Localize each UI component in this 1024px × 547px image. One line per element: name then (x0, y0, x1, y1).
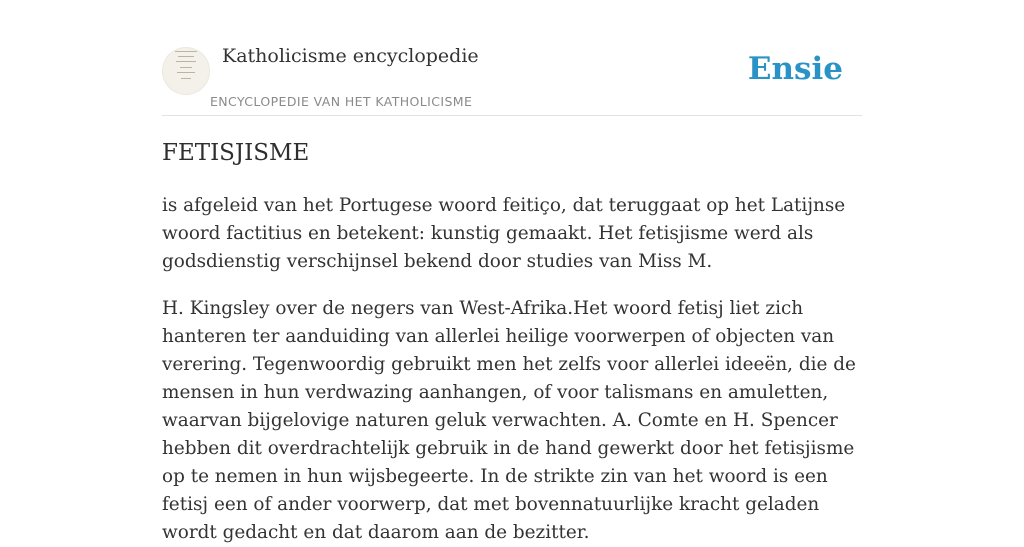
entry-title: FETISJISME (162, 140, 310, 166)
entry-paragraph-2: H. Kingsley over de negers van West-Afrika.Het woord fetisj liet zich hanteren ter aanduiding van allerlei heilige voorwerpen of objecten van verering. Tegenwoordig gebruikt men het zelfs voor allerlei ideeën, die de mensen in hun verdwazing aanhangen, of voor talismans en amuletten, waarvan bijgelovige naturen geluk verwachten. A. Comte en H. Spencer hebben dit overdrachtelijk gebruik in de hand gewerkt door het fetisjisme op te nemen in hun wijsbegeerte. In de strikte zin van het woord is een fetisj een of ander voorwerp, dat met bovennatuurlijke kracht geladen wordt gedacht en dat daarom aan de bezitter. (162, 298, 856, 543)
book-subtitle: ENCYCLOPEDIE VAN HET KATHOLICISME (210, 94, 473, 109)
book-title[interactable]: Katholicisme encyclopedie (222, 45, 479, 67)
source-header (162, 0, 862, 116)
book-cover-thumbnail[interactable] (162, 47, 210, 95)
entry-paragraph-1: is afgeleid van het Portugese woord feitiço, dat teruggaat op het Latijnse woord factitius en betekent: kunstig gemaakt. Het fetisjisme werd als godsdienstig verschijnsel bekend door studies van Miss M. (162, 195, 846, 272)
brand-logo[interactable]: Ensie (747, 51, 843, 87)
article-page (162, 0, 862, 543)
